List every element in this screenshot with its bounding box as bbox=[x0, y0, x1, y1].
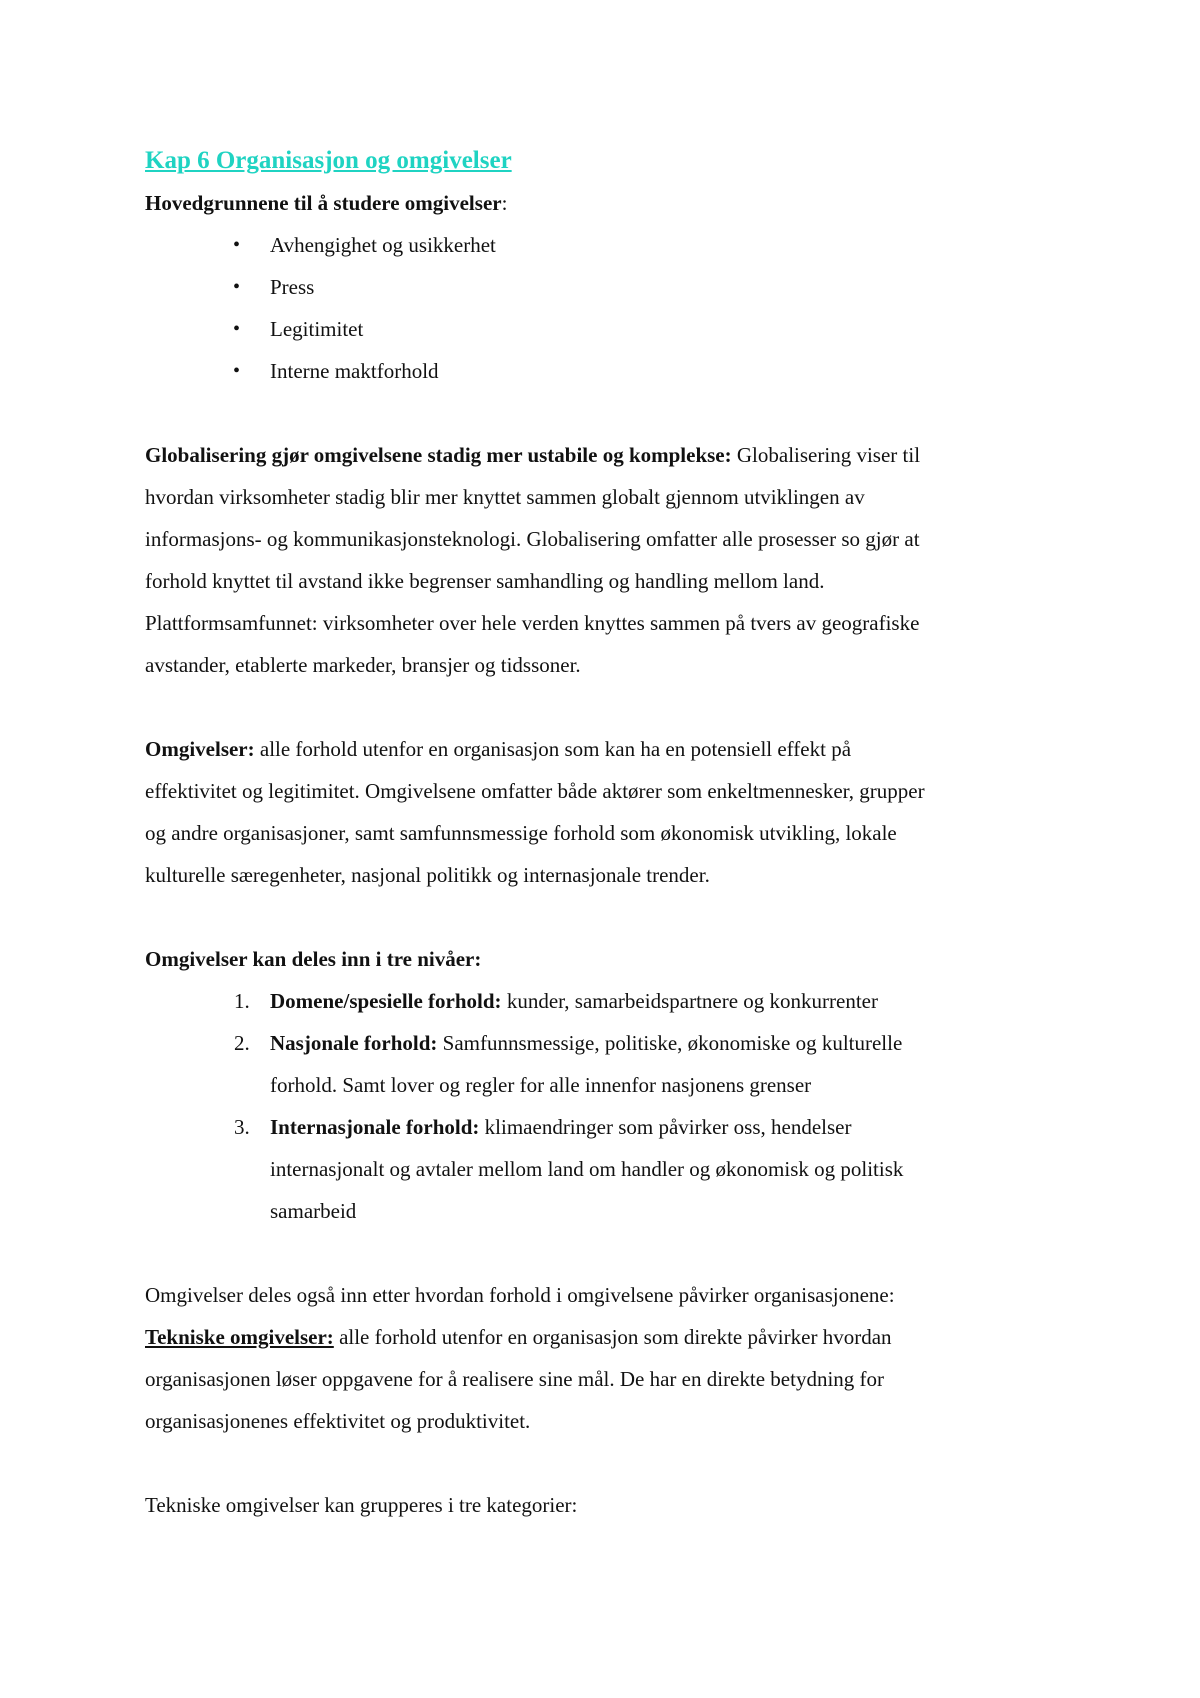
list-item-lead: Internasjonale forhold: bbox=[270, 1115, 480, 1139]
reasons-heading-colon: : bbox=[501, 191, 508, 215]
paragraph-line: organisasjonen løser oppgavene for å realisere sine mål. De har en direkte betydning for bbox=[145, 1367, 885, 1391]
list-item-text: klimaendringer som påvirker oss, hendelser bbox=[479, 1115, 852, 1139]
paragraph-line: hvordan virksomheter stadig blir mer knyttet sammen globalt gjennom utviklingen av bbox=[145, 485, 865, 509]
paragraph-line bbox=[145, 1316, 1065, 1358]
paragraph-line bbox=[145, 434, 1065, 476]
list-line: forhold. Samt lover og regler for alle innenfor nasjonens grenser bbox=[270, 1073, 812, 1097]
list-number: 2. bbox=[234, 1031, 250, 1055]
bullet-icon: • bbox=[233, 276, 241, 298]
list-item bbox=[233, 266, 1065, 308]
omgivelser-lead: Omgivelser: bbox=[145, 737, 255, 761]
list-item bbox=[233, 350, 1065, 392]
paragraph-line: forhold knyttet til avstand ikke begrenser samhandling og handling mellom land. bbox=[145, 569, 825, 593]
bullet-icon: • bbox=[233, 234, 241, 256]
reasons-heading-line bbox=[145, 182, 1065, 224]
list-item-text: Legitimitet bbox=[270, 317, 364, 341]
list-item bbox=[233, 308, 1065, 350]
paragraph-line: informasjons- og kommunikasjonsteknologi. Globalisering omfatter alle prosesser so gjør at bbox=[145, 527, 920, 551]
list-item-lead: Domene/spesielle forhold: bbox=[270, 989, 502, 1013]
paragraph-line: effektivitet og legitimitet. Omgivelsene omfatter både aktører som enkeltmennesker, grupper bbox=[145, 779, 925, 803]
paragraph-line: avstander, etablerte markeder, bransjer og tidssoner. bbox=[145, 653, 581, 677]
paragraph-text: alle forhold utenfor en organisasjon som kan ha en potensiell effekt på bbox=[254, 737, 852, 761]
bullet-icon: • bbox=[233, 318, 241, 340]
paragraph-line bbox=[145, 728, 1065, 770]
paragraph-text: alle forhold utenfor en organisasjon som direkte påvirker hvordan bbox=[333, 1325, 892, 1349]
list-item-lead: Nasjonale forhold: bbox=[270, 1031, 438, 1055]
list-item bbox=[234, 1022, 1065, 1106]
reasons-list bbox=[145, 224, 1065, 392]
list-item bbox=[234, 980, 1065, 1022]
reasons-heading: Hovedgrunnene til å studere omgivelser bbox=[145, 191, 502, 215]
spacer bbox=[145, 1442, 1065, 1484]
list-number: 1. bbox=[234, 989, 250, 1013]
paragraph-line: Plattformsamfunnet: virksomheter over hele verden knyttes sammen på tvers av geografiske bbox=[145, 611, 920, 635]
paragraph-line: og andre organisasjoner, samt samfunnsmessige forhold som økonomisk utvikling, lokale bbox=[145, 821, 897, 845]
levels-list bbox=[145, 980, 1065, 1232]
list-item-text: Avhengighet og usikkerhet bbox=[270, 233, 496, 257]
paragraph-text: Globalisering viser til bbox=[731, 443, 921, 467]
omgivelser-paragraph bbox=[145, 728, 1065, 896]
closing-line: Tekniske omgivelser kan grupperes i tre kategorier: bbox=[145, 1493, 578, 1517]
list-line: internasjonalt og avtaler mellom land om handler og økonomisk og politisk bbox=[270, 1157, 904, 1181]
document-page bbox=[145, 140, 1065, 1526]
list-line bbox=[270, 980, 1065, 1022]
list-item-text: Interne maktforhold bbox=[270, 359, 439, 383]
globalisering-paragraph bbox=[145, 434, 1065, 686]
paragraph-line: organisasjonenes effektivitet og produktivitet. bbox=[145, 1409, 531, 1433]
tekniske-omgivelser-lead: Tekniske omgivelser: bbox=[145, 1325, 334, 1349]
list-line bbox=[270, 1106, 1065, 1148]
spacer bbox=[145, 686, 1065, 728]
list-item bbox=[233, 224, 1065, 266]
list-item bbox=[234, 1106, 1065, 1232]
list-line bbox=[270, 1022, 1065, 1064]
list-number: 3. bbox=[234, 1115, 250, 1139]
spacer bbox=[145, 1232, 1065, 1274]
paragraph-line: kulturelle særegenheter, nasjonal politikk og internasjonale trender. bbox=[145, 863, 710, 887]
levels-heading: Omgivelser kan deles inn i tre nivåer: bbox=[145, 947, 482, 971]
page-title: Kap 6 Organisasjon og omgivelser bbox=[145, 147, 512, 174]
list-line: samarbeid bbox=[270, 1199, 357, 1223]
bullet-icon: • bbox=[233, 360, 241, 382]
list-item-text: Press bbox=[270, 275, 315, 299]
division-intro: Omgivelser deles også inn etter hvordan forhold i omgivelsene påvirker organisasjonene: bbox=[145, 1283, 895, 1307]
spacer bbox=[145, 896, 1065, 938]
spacer bbox=[145, 392, 1065, 434]
globalisering-lead: Globalisering gjør omgivelsene stadig mer ustabile og komplekse: bbox=[145, 443, 732, 467]
division-paragraph bbox=[145, 1274, 1065, 1442]
list-item-text: Samfunnsmessige, politiske, økonomiske og kulturelle bbox=[437, 1031, 903, 1055]
list-item-text: kunder, samarbeidspartnere og konkurrenter bbox=[501, 989, 878, 1013]
